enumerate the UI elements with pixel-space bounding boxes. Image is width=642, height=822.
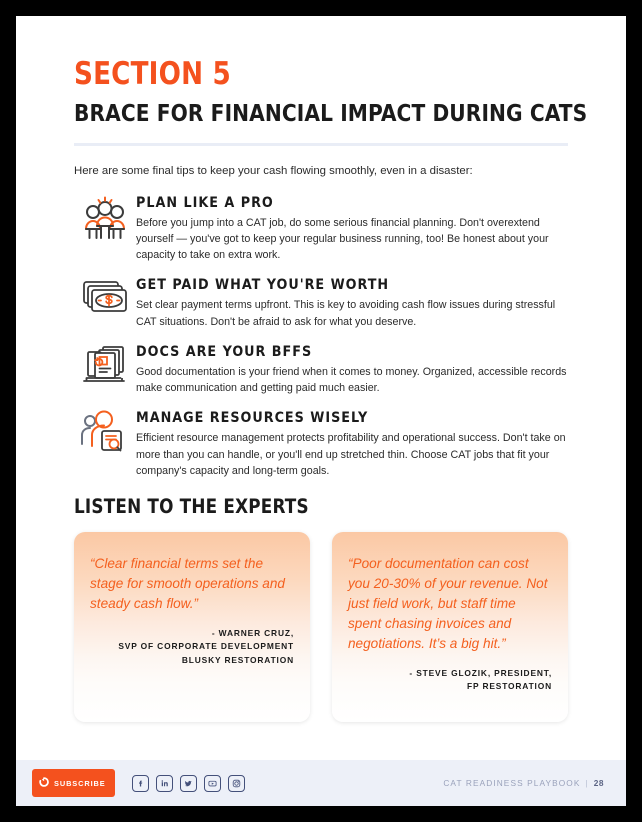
attribution-line: - WARNER CRUZ, (211, 628, 294, 639)
tip-body (136, 342, 568, 397)
document-title: CAT READINESS PLAYBOOK (443, 778, 581, 788)
tip-title: DOCS ARE YOUR BFFS (136, 343, 313, 360)
three-people-idea-icon (74, 193, 136, 243)
footer-separator: | (585, 778, 589, 788)
tip-text: Before you jump into a CAT job, do some serious financial planning. Don't overextend yourself — you've got to keep your regular business running, too! Be honest about your capacity to take on extra work. (136, 216, 549, 262)
header-divider (74, 143, 568, 146)
refresh-circle-icon (39, 774, 49, 792)
quote-card (332, 532, 568, 722)
tip-item (74, 408, 568, 479)
twitter-icon[interactable] (180, 775, 197, 792)
tip-text: Good documentation is your friend when it comes to money. Organized, accessible records make communication and getting paid much easier. (136, 365, 567, 395)
tip-body (136, 408, 568, 479)
tip-body (136, 193, 568, 264)
document-page (16, 16, 626, 806)
tip-text: Efficient resource management protects profitability and operational success. Don't take on more than you can handle, or you'll end up stretched thin. Choose CAT jobs that fit your company's capacity and long-term goals. (136, 432, 566, 477)
section-kicker: SECTION 5 (74, 56, 231, 92)
tip-item (74, 342, 568, 397)
attribution-line: FP RESTORATION (467, 681, 552, 692)
page-number: 28 (593, 778, 604, 788)
page-footer (16, 760, 626, 806)
tip-title: MANAGE RESOURCES WISELY (136, 410, 369, 427)
instagram-icon[interactable] (228, 775, 245, 792)
quote-attribution (90, 627, 294, 667)
experts-heading: LISTEN TO THE EXPERTS (74, 495, 309, 519)
facebook-icon[interactable] (132, 775, 149, 792)
people-clipboard-search-icon (74, 408, 136, 456)
page-content (16, 56, 626, 722)
subscribe-button[interactable] (32, 769, 115, 797)
laptop-documents-icon (74, 342, 136, 388)
tips-list (74, 193, 568, 480)
tip-title: GET PAID WHAT YOU'RE WORTH (136, 277, 390, 294)
footer-meta (443, 778, 604, 788)
quote-card (74, 532, 310, 722)
tip-item (74, 193, 568, 264)
quote-text: “Clear financial terms set the stage for smooth operations and steady cash flow.” (90, 556, 285, 612)
quote-text: “Poor documentation can cost you 20-30% of your revenue. Not just field work, but staff time spent chasing invoices and negotiations. It’s a big hit.” (348, 556, 548, 652)
attribution-line: SVP OF CORPORATE DEVELOPMENT (118, 641, 294, 652)
page-title: BRACE FOR FINANCIAL IMPACT DURING CATS (74, 99, 588, 127)
subscribe-label: SUBSCRIBE (54, 778, 106, 788)
tip-item (74, 275, 568, 330)
linkedin-icon[interactable] (156, 775, 173, 792)
money-bills-icon (74, 275, 136, 319)
tip-body (136, 275, 568, 330)
youtube-icon[interactable] (204, 775, 221, 792)
tip-text: Set clear payment terms upfront. This is key to avoiding cash flow issues during stressful CAT situations. Don't be afraid to ask for what you deserve. (136, 299, 556, 328)
quotes-row (74, 532, 568, 722)
social-links (132, 775, 245, 792)
tip-title: PLAN LIKE A PRO (136, 194, 274, 211)
quote-attribution (348, 667, 552, 694)
attribution-line: BLUSKY RESTORATION (181, 654, 294, 665)
intro-paragraph: Here are some final tips to keep your cash flowing smoothly, even in a disaster: (74, 165, 473, 177)
attribution-line: - STEVE GLOZIK, PRESIDENT, (409, 668, 552, 679)
